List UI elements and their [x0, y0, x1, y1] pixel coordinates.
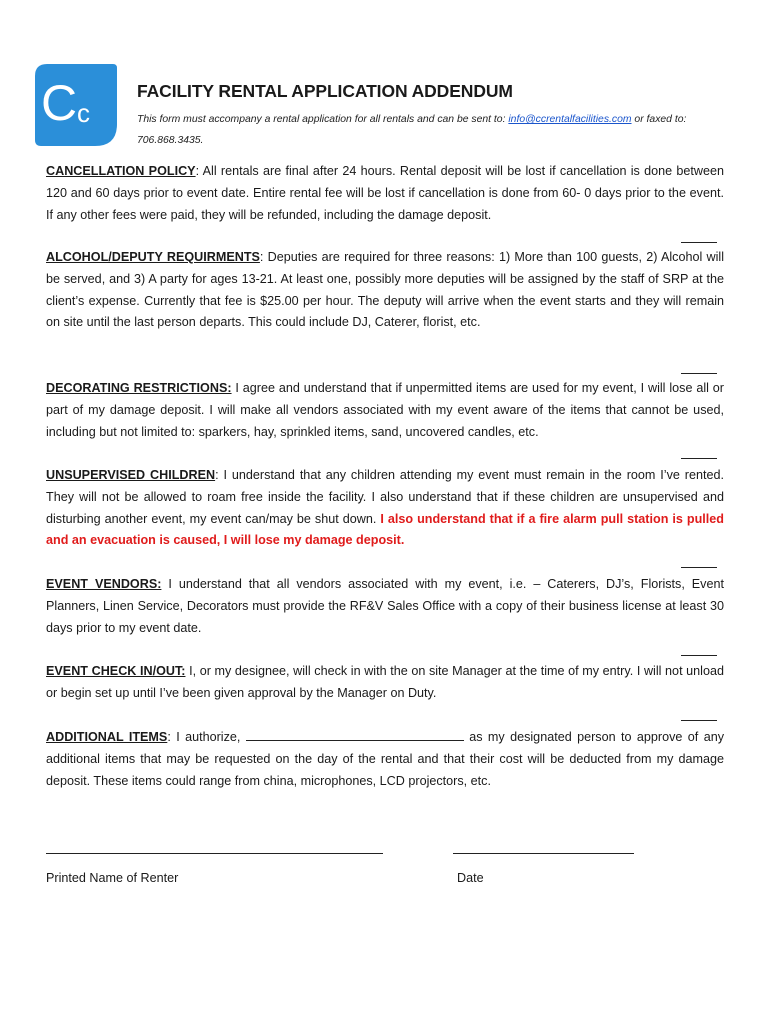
svg-text:C: C: [41, 75, 78, 131]
printed-name-line[interactable]: [46, 853, 383, 854]
alcohol-text: Deputies are required for three reasons: 1) More than 100 guests, 2) Alcohol will be served, and 3) A party for ages 13-21. At least one, possibly more deputies will be assigned by the staff of SRP at the client’s expense. Currently that fee is $25.00 per hour. The deputy will arrive when the event starts and they will remain on site until the last person departs. This could include DJ, Caterer, florist, etc.: [46, 250, 724, 330]
checkin-text: I, or my designee, will check in with the on site Manager at the time of my entry. I will not unload or begin set up until I’ve been given approval by the Manager on Duty.: [46, 664, 724, 700]
subtitle-text-before: This form must accompany a rental application for all rentals and can be sent to:: [137, 114, 509, 125]
vendors-label: EVENT VENDORS:: [46, 577, 162, 591]
initial-line-alcohol[interactable]: [681, 373, 717, 374]
children-label: UNSUPERVISED CHILDREN: [46, 468, 216, 482]
decorating-label: DECORATING RESTRICTIONS:: [46, 381, 232, 395]
event-vendors-section: [46, 574, 724, 639]
page-title: FACILITY RENTAL APPLICATION ADDENDUM: [137, 81, 513, 101]
children-sep: :: [215, 468, 219, 482]
unsupervised-children-section: [46, 465, 724, 552]
cancellation-sep: :: [195, 164, 200, 178]
initial-line-vendors[interactable]: [681, 655, 717, 656]
additional-text-before: I authorize,: [170, 730, 246, 744]
date-line[interactable]: [453, 853, 634, 854]
decorating-restrictions-section: [46, 378, 724, 443]
additional-sep: :: [167, 730, 171, 744]
initial-line-cancellation[interactable]: [681, 242, 717, 243]
event-check-in-out-section: [46, 661, 724, 705]
initial-line-checkin[interactable]: [681, 720, 717, 721]
designated-person-blank[interactable]: [246, 728, 464, 741]
decorating-text: I agree and understand that if unpermitted items are used for my event, I will lose all or part of my damage deposit. I will make all vendors associated with my event aware of the items that cannot be used, including but not limited to: sparkers, hay, sprinkled items, sand, uncovered candles, etc.: [46, 381, 724, 439]
additional-text-after: as my designated person to approve of any additional items that may be requested on the day of the rental and that their cost will be deducted from my damage deposit. These items could range from china, microphones, LCD projectors, etc.: [46, 730, 724, 788]
additional-label: ADDITIONAL ITEMS: [46, 730, 168, 744]
alcohol-label: ALCOHOL/DEPUTY REQUIRMENTS: [46, 250, 260, 264]
checkin-label: EVENT CHECK IN/OUT:: [46, 664, 186, 678]
printed-name-label: Printed Name of Renter: [46, 871, 179, 885]
initial-line-decorating[interactable]: [681, 458, 717, 459]
cancellation-policy-section: [46, 161, 724, 226]
svg-text:c: c: [77, 98, 90, 128]
cancellation-label: CANCELLATION POLICY: [46, 164, 196, 178]
alcohol-deputy-section: [46, 247, 724, 334]
additional-items-section: [46, 727, 724, 792]
cancellation-text: All rentals are final after 24 hours. Rental deposit will be lost if cancellation is done between 120 and 60 days prior to event date. Entire rental fee will be lost if cancellation is done from 60- 0 days prior to the event. If any other fees were paid, they will be refunded, including the damage deposit.: [46, 164, 724, 222]
page-subtitle: [137, 109, 737, 151]
initial-line-children[interactable]: [681, 567, 717, 568]
date-label: Date: [457, 871, 484, 885]
email-link[interactable]: info@ccrentalfacilities.com: [508, 114, 632, 125]
children-text: I understand that any children attending my event must remain in the room I’ve rented. They will not be allowed to roam free inside the facility. I also understand that if these children are unsupervised and disturbing another event, my event can/may be shut down.: [46, 468, 724, 526]
company-logo: [33, 62, 117, 146]
alcohol-sep: :: [259, 250, 264, 264]
vendors-text: I understand that all vendors associated with my event, i.e. – Caterers, DJ’s, Florists, Event Planners, Linen Service, Decorators must provide the RF&V Sales Office with a copy of their business license at least 30 days prior to my event date.: [46, 577, 724, 635]
subtitle-text-after: or faxed to: 706.868.3435.: [137, 114, 687, 146]
fire-alarm-warning: I also understand that if a fire alarm pull station is pulled and an evacuation is caused, I will lose my damage deposit.: [46, 511, 724, 548]
